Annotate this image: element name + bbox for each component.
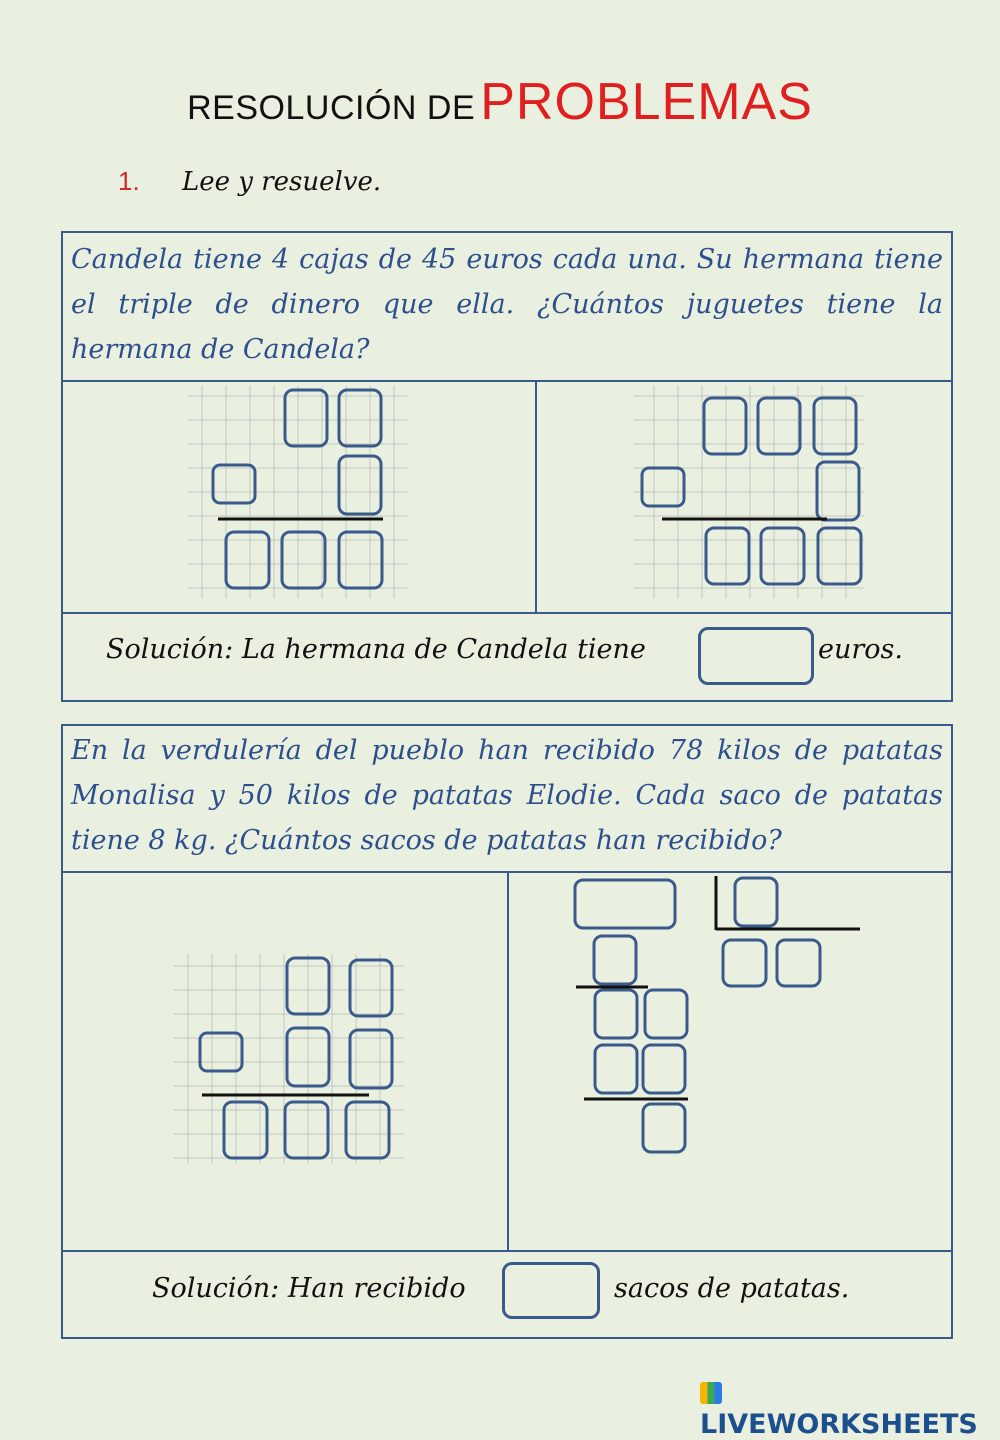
title-part1: RESOLUCIÓN DE <box>187 89 476 127</box>
grid-svg-2 <box>634 386 869 608</box>
title-part2: PROBLEMAS <box>480 73 813 131</box>
problem2-answer-input[interactable] <box>502 1262 600 1319</box>
p1-right-top-units[interactable] <box>814 398 856 454</box>
problem1-answer-input[interactable] <box>698 627 814 685</box>
problem2-division <box>568 876 868 1166</box>
p2-second-subtrahend-units[interactable] <box>643 1045 685 1093</box>
brand-name: LIVEWORKSHEETS <box>700 1409 978 1440</box>
p1-left-carry[interactable] <box>213 465 255 503</box>
problem2-text: En la verdulería del pueblo han recibido 78 kilos de patatas Monalisa y 50 kilos de patatas Elodie. Cada saco de patatas tiene 8 kg. ¿Cuántos sacos de patatas han recibido? <box>71 735 943 856</box>
problem2-statement-box <box>61 724 953 873</box>
p2-first-subtrahend[interactable] <box>594 936 636 984</box>
p1-left-multiplier[interactable] <box>339 456 381 514</box>
grid-lines <box>188 386 408 598</box>
p2-first-remainder[interactable] <box>595 990 637 1038</box>
liveworksheets-logo-icon <box>700 1382 722 1404</box>
p2-lowered-digit[interactable] <box>645 990 687 1038</box>
problem1-solution-prefix: Solución: La hermana de Candela tiene <box>106 634 646 665</box>
p1-right-multiplier[interactable] <box>817 462 859 520</box>
problem1-text: Candela tiene 4 cajas de 45 euros cada una. Su hermana tiene el triple de dinero que ella. ¿Cuántos juguetes tiene la hermana de Candela? <box>71 244 943 365</box>
p1-left-top-tens[interactable] <box>285 390 327 446</box>
grid-svg <box>188 386 413 608</box>
p2-dividend[interactable] <box>575 880 675 928</box>
page-title <box>0 72 1000 132</box>
p1-right-top-hundreds[interactable] <box>704 398 746 454</box>
problem2-addition-grid <box>174 954 409 1166</box>
division-svg <box>568 876 868 1166</box>
problem1-statement-box <box>61 231 953 382</box>
p2-quotient-units[interactable] <box>777 940 820 986</box>
instruction <box>118 166 381 197</box>
p1-right-top-tens[interactable] <box>758 398 800 454</box>
grid-svg-3 <box>174 954 409 1166</box>
p1-left-top-units[interactable] <box>339 390 381 446</box>
problem2-solution-suffix: sacos de patatas. <box>614 1273 850 1304</box>
p1-right-result-hundreds[interactable] <box>706 528 749 584</box>
instruction-text: Lee y resuelve. <box>181 167 382 197</box>
problem1-multiplication-grid-2 <box>634 386 869 608</box>
p2-final-remainder[interactable] <box>643 1104 685 1152</box>
p2-second-subtrahend-tens[interactable] <box>595 1045 637 1093</box>
problem1-solution-suffix: euros. <box>818 634 903 665</box>
p2-quotient-tens[interactable] <box>723 940 766 986</box>
instruction-number: 1. <box>118 166 140 196</box>
problem2-solution-prefix: Solución: Han recibido <box>152 1273 466 1304</box>
grid-lines-3 <box>174 954 404 1164</box>
p2-divisor[interactable] <box>735 878 777 926</box>
liveworksheets-logo <box>700 1378 1000 1440</box>
p1-right-result-units[interactable] <box>818 528 861 584</box>
problem1-multiplication-grid <box>188 386 413 608</box>
